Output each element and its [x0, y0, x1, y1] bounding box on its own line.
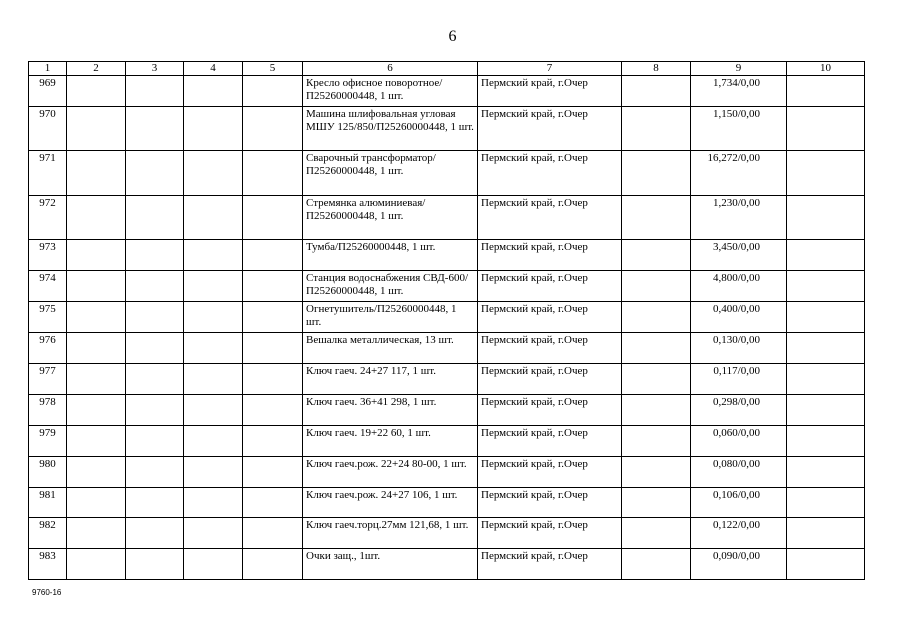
empty-cell	[126, 107, 184, 151]
item-location: Пермский край, г.Очер	[478, 240, 622, 271]
item-location: Пермский край, г.Очер	[478, 196, 622, 240]
empty-cell	[126, 240, 184, 271]
item-name: Сварочный трансформатор/П25260000448, 1 шт.	[303, 151, 478, 196]
item-value: 0,122/0,00	[691, 518, 787, 549]
empty-cell	[184, 426, 243, 457]
item-location: Пермский край, г.Очер	[478, 549, 622, 580]
item-value: 0,106/0,00	[691, 488, 787, 518]
empty-cell	[787, 488, 865, 518]
empty-cell	[67, 549, 126, 580]
column-header: 10	[787, 62, 865, 76]
empty-cell	[787, 151, 865, 196]
row-number: 978	[29, 395, 67, 426]
empty-cell	[184, 302, 243, 333]
item-name: Ключ гаеч. 36+41 298, 1 шт.	[303, 395, 478, 426]
item-location: Пермский край, г.Очер	[478, 333, 622, 364]
item-value: 0,400/0,00	[691, 302, 787, 333]
empty-cell	[126, 457, 184, 488]
item-value: 1,230/0,00	[691, 196, 787, 240]
empty-cell	[622, 457, 691, 488]
empty-cell	[184, 364, 243, 395]
empty-cell	[243, 549, 303, 580]
row-number: 969	[29, 76, 67, 107]
item-location: Пермский край, г.Очер	[478, 457, 622, 488]
empty-cell	[126, 488, 184, 518]
empty-cell	[787, 426, 865, 457]
item-name: Ключ гаеч. 24+27 117, 1 шт.	[303, 364, 478, 395]
table-row	[29, 333, 865, 364]
item-name: Стремянка алюминиевая/П25260000448, 1 шт.	[303, 196, 478, 240]
empty-cell	[67, 488, 126, 518]
empty-cell	[126, 333, 184, 364]
empty-cell	[622, 333, 691, 364]
row-number: 981	[29, 488, 67, 518]
empty-cell	[622, 302, 691, 333]
empty-cell	[184, 518, 243, 549]
row-number: 982	[29, 518, 67, 549]
empty-cell	[622, 107, 691, 151]
empty-cell	[787, 107, 865, 151]
empty-cell	[787, 333, 865, 364]
empty-cell	[126, 76, 184, 107]
item-location: Пермский край, г.Очер	[478, 271, 622, 302]
row-number: 973	[29, 240, 67, 271]
empty-cell	[243, 76, 303, 107]
empty-cell	[243, 271, 303, 302]
empty-cell	[184, 240, 243, 271]
column-header: 1	[29, 62, 67, 76]
empty-cell	[622, 518, 691, 549]
item-value: 0,130/0,00	[691, 333, 787, 364]
empty-cell	[67, 107, 126, 151]
item-name: Огнетушитель/П25260000448, 1 шт.	[303, 302, 478, 333]
column-header: 5	[243, 62, 303, 76]
empty-cell	[787, 549, 865, 580]
row-number: 970	[29, 107, 67, 151]
table-row	[29, 151, 865, 196]
column-header: 4	[184, 62, 243, 76]
empty-cell	[126, 151, 184, 196]
empty-cell	[126, 364, 184, 395]
empty-cell	[126, 302, 184, 333]
empty-cell	[787, 395, 865, 426]
empty-cell	[67, 76, 126, 107]
column-header: 8	[622, 62, 691, 76]
table-row	[29, 518, 865, 549]
table-row	[29, 426, 865, 457]
row-number: 977	[29, 364, 67, 395]
item-value: 0,117/0,00	[691, 364, 787, 395]
item-name: Вешалка металлическая, 13 шт.	[303, 333, 478, 364]
empty-cell	[243, 151, 303, 196]
empty-cell	[184, 395, 243, 426]
item-name: Очки защ., 1шт.	[303, 549, 478, 580]
item-value: 3,450/0,00	[691, 240, 787, 271]
table-row	[29, 488, 865, 518]
empty-cell	[243, 333, 303, 364]
table-row	[29, 76, 865, 107]
empty-cell	[184, 271, 243, 302]
row-number: 980	[29, 457, 67, 488]
item-value: 4,800/0,00	[691, 271, 787, 302]
item-value: 1,150/0,00	[691, 107, 787, 151]
empty-cell	[622, 151, 691, 196]
empty-cell	[622, 196, 691, 240]
table-row	[29, 549, 865, 580]
empty-cell	[787, 271, 865, 302]
empty-cell	[787, 76, 865, 107]
empty-cell	[787, 302, 865, 333]
empty-cell	[184, 333, 243, 364]
page-number: 6	[448, 28, 457, 45]
empty-cell	[787, 196, 865, 240]
table-row	[29, 364, 865, 395]
empty-cell	[126, 196, 184, 240]
empty-cell	[787, 364, 865, 395]
row-number: 971	[29, 151, 67, 196]
footer-code: 9760-16	[32, 588, 62, 597]
empty-cell	[622, 240, 691, 271]
table-row	[29, 302, 865, 333]
empty-cell	[184, 151, 243, 196]
empty-cell	[126, 549, 184, 580]
item-location: Пермский край, г.Очер	[478, 107, 622, 151]
row-number: 975	[29, 302, 67, 333]
item-value: 0,298/0,00	[691, 395, 787, 426]
item-value: 1,734/0,00	[691, 76, 787, 107]
empty-cell	[243, 395, 303, 426]
empty-cell	[126, 395, 184, 426]
empty-cell	[184, 488, 243, 518]
row-number: 979	[29, 426, 67, 457]
item-value: 0,060/0,00	[691, 426, 787, 457]
table-row	[29, 107, 865, 151]
empty-cell	[184, 76, 243, 107]
table-row	[29, 240, 865, 271]
row-number: 976	[29, 333, 67, 364]
empty-cell	[67, 426, 126, 457]
item-location: Пермский край, г.Очер	[478, 426, 622, 457]
empty-cell	[622, 426, 691, 457]
item-name: Ключ гаеч. 19+22 60, 1 шт.	[303, 426, 478, 457]
empty-cell	[184, 196, 243, 240]
empty-cell	[126, 518, 184, 549]
empty-cell	[67, 271, 126, 302]
row-number: 972	[29, 196, 67, 240]
empty-cell	[243, 518, 303, 549]
item-name: Ключ гаеч.рож. 22+24 80-00, 1 шт.	[303, 457, 478, 488]
item-name: Кресло офисное поворотное/П25260000448, 1 шт.	[303, 76, 478, 107]
empty-cell	[243, 196, 303, 240]
empty-cell	[243, 457, 303, 488]
column-header: 6	[303, 62, 478, 76]
item-name: Тумба/П25260000448, 1 шт.	[303, 240, 478, 271]
table-body	[29, 76, 865, 580]
empty-cell	[67, 151, 126, 196]
empty-cell	[243, 107, 303, 151]
empty-cell	[243, 364, 303, 395]
empty-cell	[622, 364, 691, 395]
column-header: 2	[67, 62, 126, 76]
empty-cell	[67, 333, 126, 364]
row-number: 974	[29, 271, 67, 302]
empty-cell	[67, 364, 126, 395]
table-row	[29, 271, 865, 302]
empty-cell	[243, 488, 303, 518]
column-header: 7	[478, 62, 622, 76]
empty-cell	[184, 549, 243, 580]
empty-cell	[787, 457, 865, 488]
empty-cell	[787, 240, 865, 271]
empty-cell	[126, 271, 184, 302]
column-header: 3	[126, 62, 184, 76]
empty-cell	[622, 271, 691, 302]
empty-cell	[243, 426, 303, 457]
header-row	[29, 62, 865, 76]
empty-cell	[243, 240, 303, 271]
item-location: Пермский край, г.Очер	[478, 488, 622, 518]
empty-cell	[184, 457, 243, 488]
item-value: 16,272/0,00	[691, 151, 787, 196]
table-row	[29, 196, 865, 240]
table-row	[29, 395, 865, 426]
empty-cell	[67, 302, 126, 333]
empty-cell	[126, 426, 184, 457]
item-location: Пермский край, г.Очер	[478, 518, 622, 549]
table-row	[29, 457, 865, 488]
empty-cell	[67, 518, 126, 549]
empty-cell	[67, 196, 126, 240]
empty-cell	[67, 240, 126, 271]
item-name: Машина шлифовальная угловая МШУ 125/850/П25260000448, 1 шт.	[303, 107, 478, 151]
empty-cell	[184, 107, 243, 151]
empty-cell	[787, 518, 865, 549]
item-value: 0,080/0,00	[691, 457, 787, 488]
row-number: 983	[29, 549, 67, 580]
item-name: Ключ гаеч.рож. 24+27 106, 1 шт.	[303, 488, 478, 518]
item-location: Пермский край, г.Очер	[478, 302, 622, 333]
item-location: Пермский край, г.Очер	[478, 395, 622, 426]
item-location: Пермский край, г.Очер	[478, 364, 622, 395]
item-name: Станция водоснабжения СВД-600/П25260000448, 1 шт.	[303, 271, 478, 302]
empty-cell	[622, 549, 691, 580]
item-value: 0,090/0,00	[691, 549, 787, 580]
empty-cell	[67, 457, 126, 488]
property-table	[28, 61, 865, 580]
empty-cell	[622, 395, 691, 426]
item-name: Ключ гаеч.торц.27мм 121,68, 1 шт.	[303, 518, 478, 549]
empty-cell	[622, 76, 691, 107]
item-location: Пермский край, г.Очер	[478, 151, 622, 196]
empty-cell	[67, 395, 126, 426]
item-location: Пермский край, г.Очер	[478, 76, 622, 107]
column-header: 9	[691, 62, 787, 76]
empty-cell	[622, 488, 691, 518]
empty-cell	[243, 302, 303, 333]
